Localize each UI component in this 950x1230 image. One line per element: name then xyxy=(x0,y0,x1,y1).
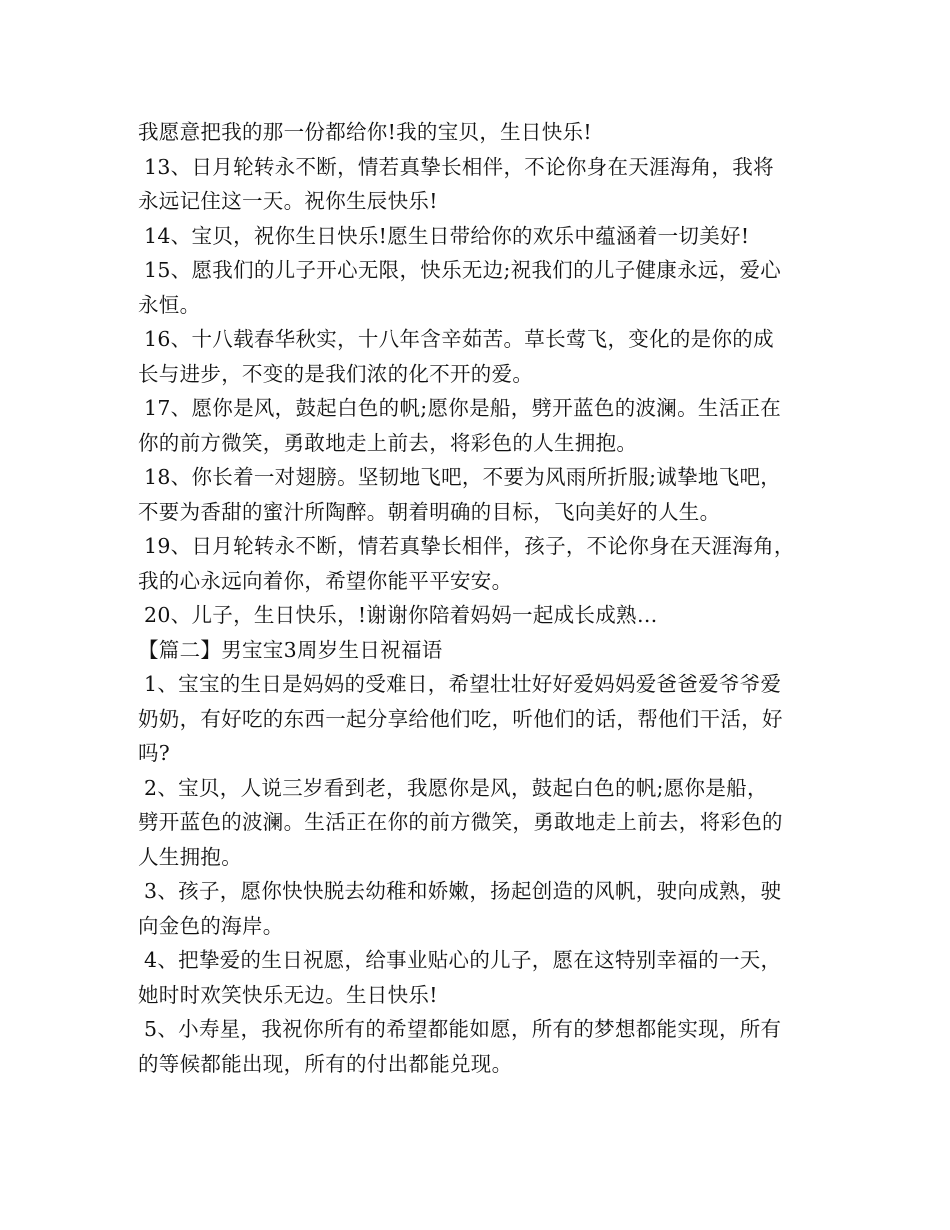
text-line: 她时时欢笑快乐无边。生日快乐! xyxy=(138,982,438,1007)
text-line: 14、宝贝，祝你生日快乐!愿生日带给你的欢乐中蕴涵着一切美好! xyxy=(144,223,750,248)
text-line: 你的前方微笑，勇敢地走上前去，将彩色的人生拥抱。 xyxy=(138,430,638,455)
text-line: 5、小寿星，我祝你所有的希望都能如愿，所有的梦想都能实现，所有 xyxy=(144,1017,782,1041)
text-line: 吗? xyxy=(138,741,171,765)
text-line: 永恒。 xyxy=(138,292,201,317)
text-line: 13、日月轮转永不断，情若真挚长相伴，不论你身在天涯海角，我将 xyxy=(144,154,774,179)
text-line: 人生拥抱。 xyxy=(138,844,242,869)
text-line: 4、把挚爱的生日祝愿，给事业贴心的儿子，愿在这特别幸福的一天， xyxy=(144,948,782,972)
text-line: 19、日月轮转永不断，情若真挚长相伴，孩子，不论你身在天涯海角， xyxy=(144,534,795,558)
text-line: 长与进步，不变的是我们浓的化不开的爱。 xyxy=(138,361,534,386)
text-line: 15、愿我们的儿子开心无限，快乐无边;祝我们的儿子健康永远，爱心 xyxy=(144,258,782,282)
text-line: 16、十八载春华秋实，十八年含辛茹苦。草长莺飞，变化的是你的成 xyxy=(144,327,774,351)
text-line: 我的心永远向着你，希望你能平平安安。 xyxy=(138,568,513,593)
text-line: 劈开蓝色的波澜。生活正在你的前方微笑，勇敢地走上前去，将彩色的 xyxy=(138,810,783,834)
document-body xyxy=(138,115,828,1081)
text-line: 的等候都能出现，所有的付出都能兑现。 xyxy=(138,1051,513,1076)
text-line: 18、你长着一对翅膀。坚韧地飞吧，不要为风雨所折服;诚挚地飞吧， xyxy=(144,465,782,489)
text-line: 向金色的海岸。 xyxy=(138,913,284,938)
text-line: 2、宝贝，人说三岁看到老，我愿你是风，鼓起白色的帆;愿你是船， xyxy=(144,775,768,800)
text-line: 17、愿你是风，鼓起白色的帆;愿你是船，劈开蓝色的波澜。生活正在 xyxy=(144,396,782,420)
text-line: 1、宝宝的生日是妈妈的受难日，希望壮壮好好爱妈妈爱爸爸爱爷爷爱 xyxy=(144,672,782,696)
text-line: 20、儿子，生日快乐，!谢谢你陪着妈妈一起成长成熟… xyxy=(144,603,658,627)
text-line: 3、孩子，愿你快快脱去幼稚和娇嫩，扬起创造的风帆，驶向成熟，驶 xyxy=(144,879,782,903)
text-line: 奶奶，有好吃的东西一起分享给他们吃，听他们的话，帮他们干活，好 xyxy=(138,706,783,731)
text-line: 永远记住这一天。祝你生辰快乐! xyxy=(138,189,438,213)
text-line: 我愿意把我的那一份都给你!我的宝贝，生日快乐! xyxy=(138,120,592,144)
text-line: 【篇二】男宝宝3周岁生日祝福语 xyxy=(138,637,443,662)
text-line: 不要为香甜的蜜汁所陶醉。朝着明确的目标，飞向美好的人生。 xyxy=(138,499,721,524)
